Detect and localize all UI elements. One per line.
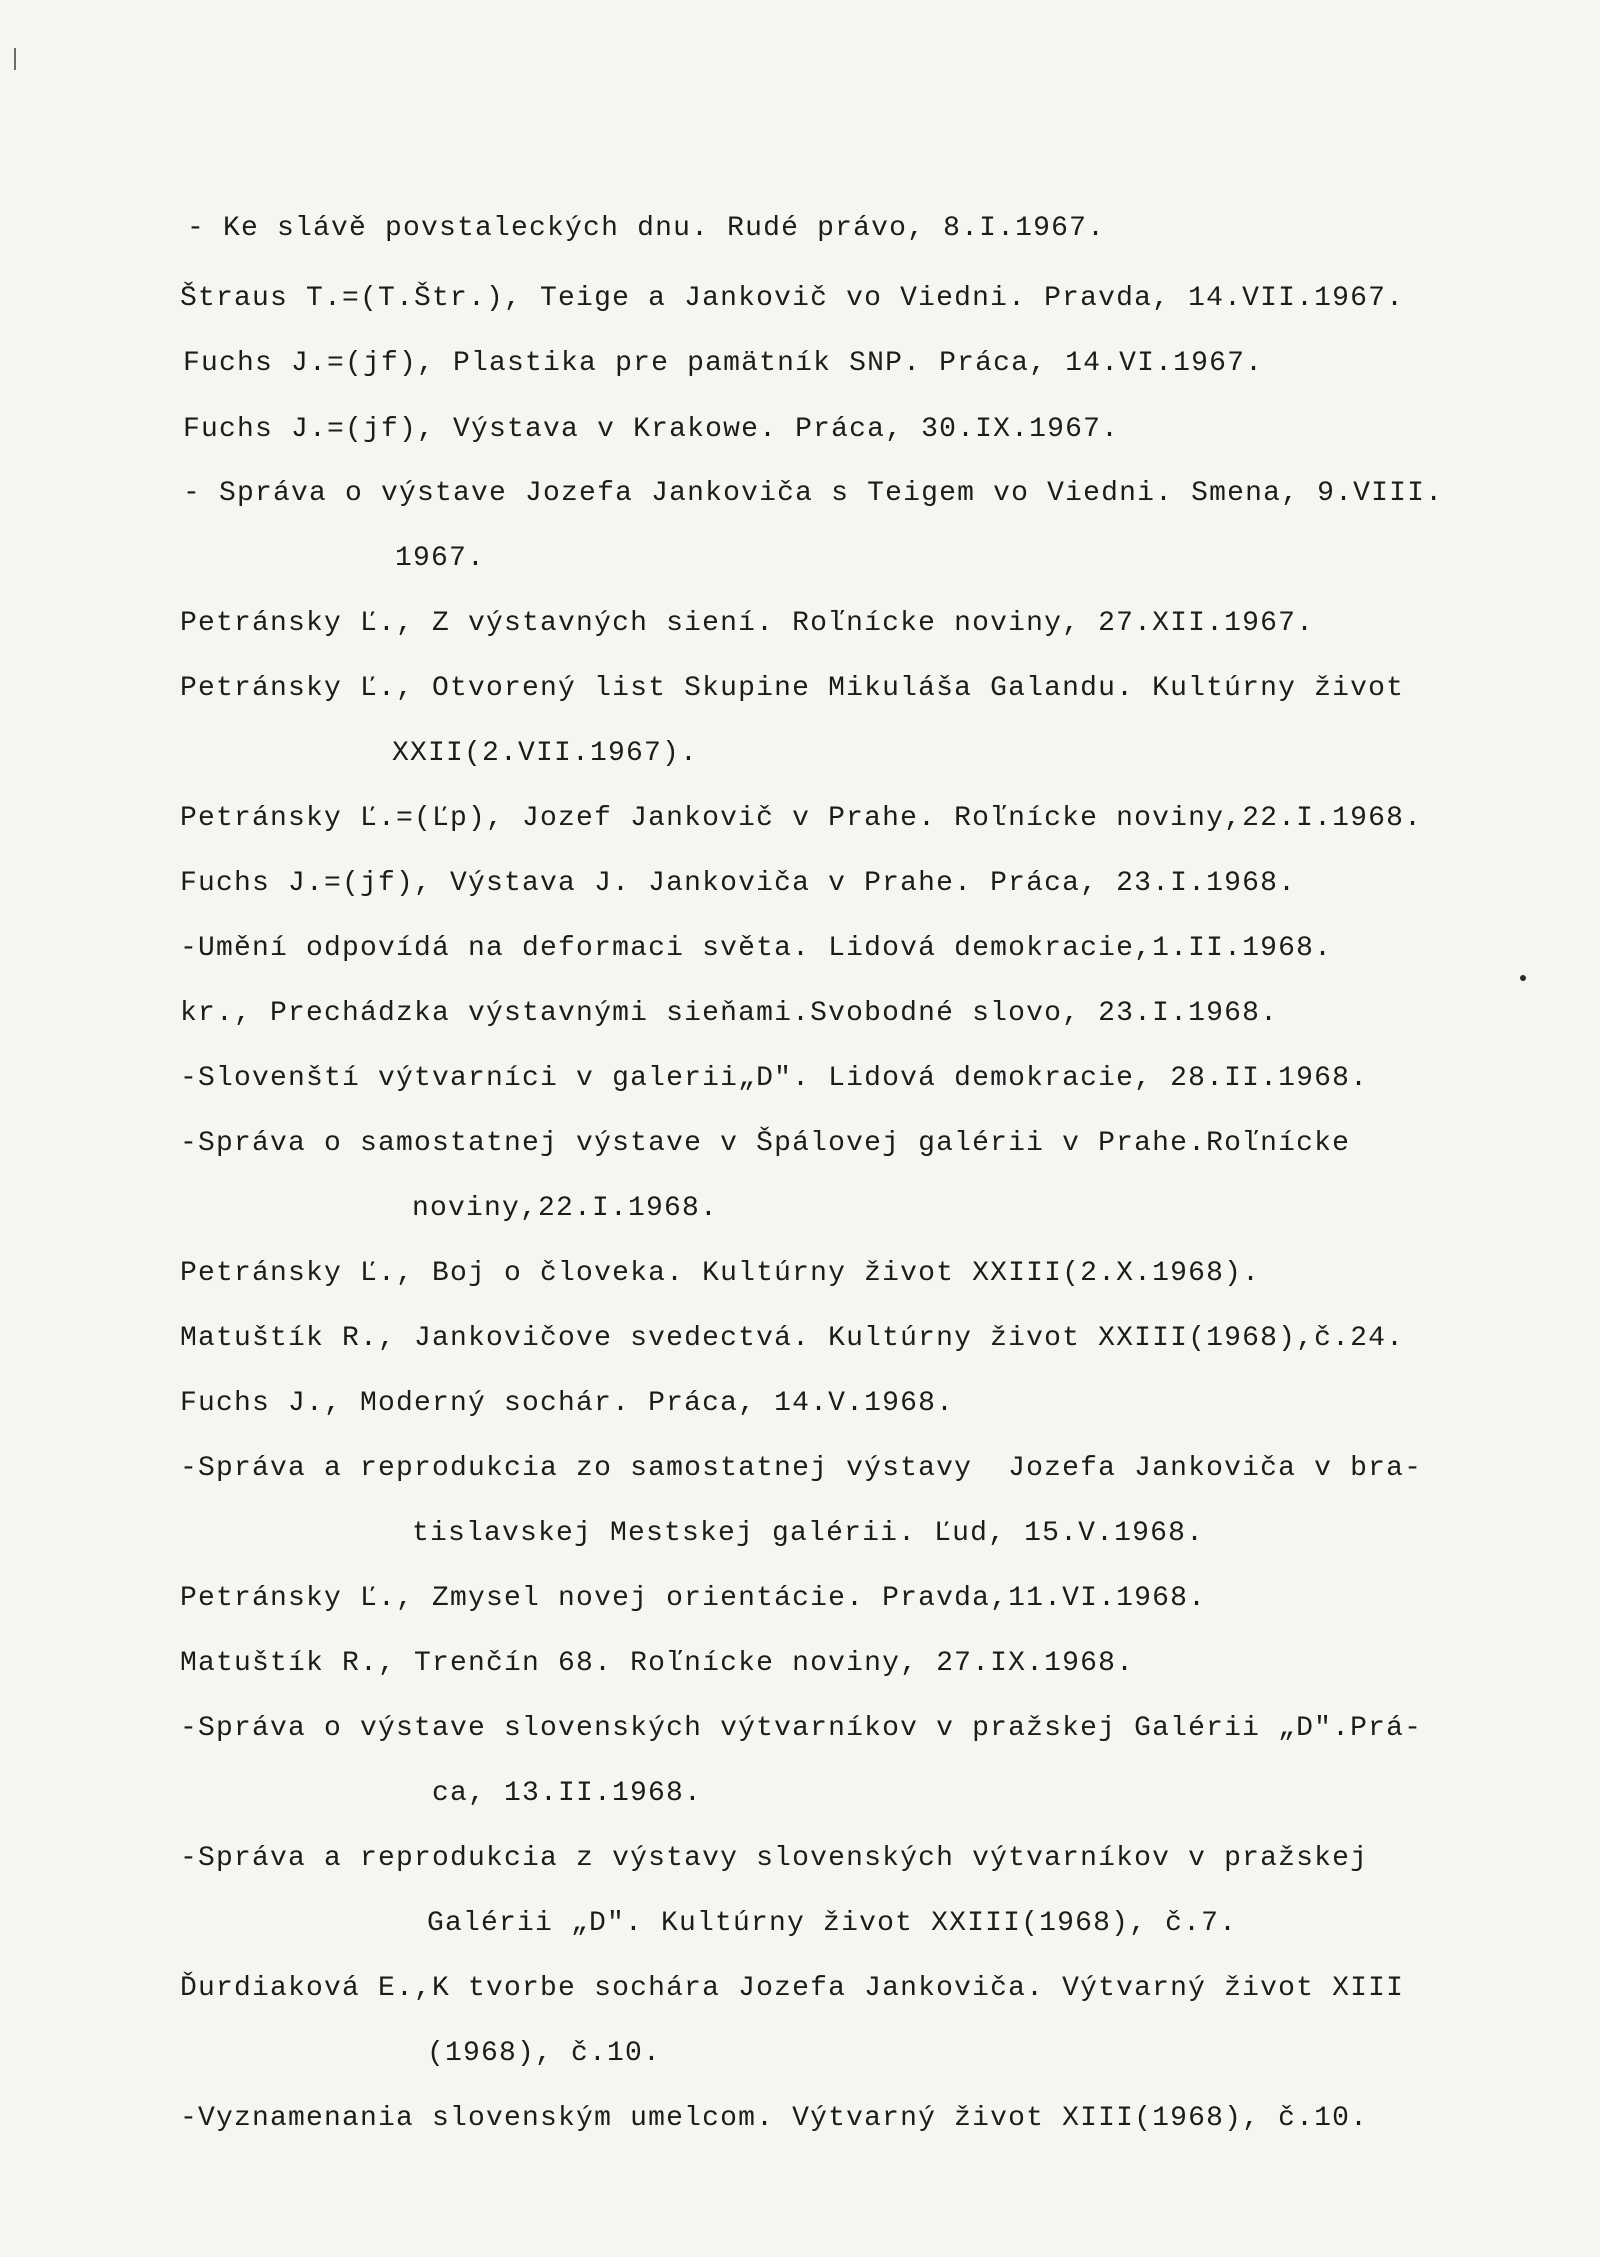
bibliography-line: Fuchs J.=(jf), Plastika pre pamätník SNP. Práca, 14.VI.1967. [183, 348, 1264, 379]
bibliography-line: Štraus T.=(T.Štr.), Teige a Jankovič vo Viedni. Pravda, 14.VII.1967. [180, 283, 1405, 314]
bibliography-line: (1968), č.10. [427, 2038, 662, 2069]
bibliography-line: -Správa a reprodukcia zo samostatnej výstavy Jozefa Jankoviča v bra- [180, 1453, 1423, 1484]
bibliography-line: -Správa o výstave slovenských výtvarníkov v pražskej Galérii „D".Prá- [180, 1713, 1423, 1744]
bibliography-line: - Ke slávě povstaleckých dnu. Rudé právo, 8.I.1967. [187, 213, 1106, 244]
bibliography-line: Petránsky Ľ., Boj o človeka. Kultúrny život XXIII(2.X.1968). [180, 1258, 1261, 1289]
bibliography-line: noviny,22.I.1968. [412, 1193, 719, 1224]
bibliography-line: Galérii „D". Kultúrny život XXIII(1968), č.7. [427, 1908, 1238, 1939]
bibliography-line: -Správa a reprodukcia z výstavy slovenských výtvarníkov v pražskej [180, 1843, 1369, 1874]
bibliography-line: tislavskej Mestskej galérii. Ľud, 15.V.1968. [412, 1518, 1205, 1549]
bibliography-line: -Umění odpovídá na deformaci světa. Lidová demokracie,1.II.1968. [180, 933, 1333, 964]
bibliography-line: kr., Prechádzka výstavnými sieňami.Svobodné slovo, 23.I.1968. [180, 998, 1279, 1029]
bibliography-line: -Vyznamenania slovenským umelcom. Výtvarný život XIII(1968), č.10. [180, 2103, 1369, 2134]
bibliography-line: 1967. [395, 543, 486, 574]
bibliography-line: Fuchs J.=(jf), Výstava J. Jankoviča v Prahe. Práca, 23.I.1968. [180, 868, 1297, 899]
bibliography-line: Ďurdiaková E.,K tvorbe sochára Jozefa Jankoviča. Výtvarný život XIII [180, 1973, 1405, 2004]
bibliography-line: -Slovenští výtvarníci v galerii„D". Lidová demokracie, 28.II.1968. [180, 1063, 1369, 1094]
bibliography-line: Petránsky Ľ., Otvorený list Skupine Mikuláša Galandu. Kultúrny život [180, 673, 1405, 704]
bibliography-line: Fuchs J.=(jf), Výstava v Krakowe. Práca, 30.IX.1967. [183, 414, 1120, 445]
bibliography-line: Petránsky Ľ.=(Ľp), Jozef Jankovič v Prahe. Roľnícke noviny,22.I.1968. [180, 803, 1423, 834]
bibliography-line: XXII(2.VII.1967). [392, 738, 699, 769]
bibliography-line: - Správa o výstave Jozefa Jankoviča s Teigem vo Viedni. Smena, 9.VIII. [183, 478, 1444, 509]
bibliography-line: Matuštík R., Jankovičove svedectvá. Kultúrny život XXIII(1968),č.24. [180, 1323, 1405, 1354]
bibliography-line: Petránsky Ľ., Zmysel novej orientácie. Pravda,11.VI.1968. [180, 1583, 1207, 1614]
bibliography-line: Matuštík R., Trenčín 68. Roľnícke noviny, 27.IX.1968. [180, 1648, 1135, 1679]
bibliography-line: ca, 13.II.1968. [432, 1778, 703, 1809]
bibliography-line: Fuchs J., Moderný sochár. Práca, 14.V.1968. [180, 1388, 955, 1419]
bibliography-line: -Správa o samostatnej výstave v Špálovej galérii v Prahe.Roľnícke [180, 1128, 1351, 1159]
bibliography-line: Petránsky Ľ., Z výstavných siení. Roľnícke noviny, 27.XII.1967. [180, 608, 1315, 639]
